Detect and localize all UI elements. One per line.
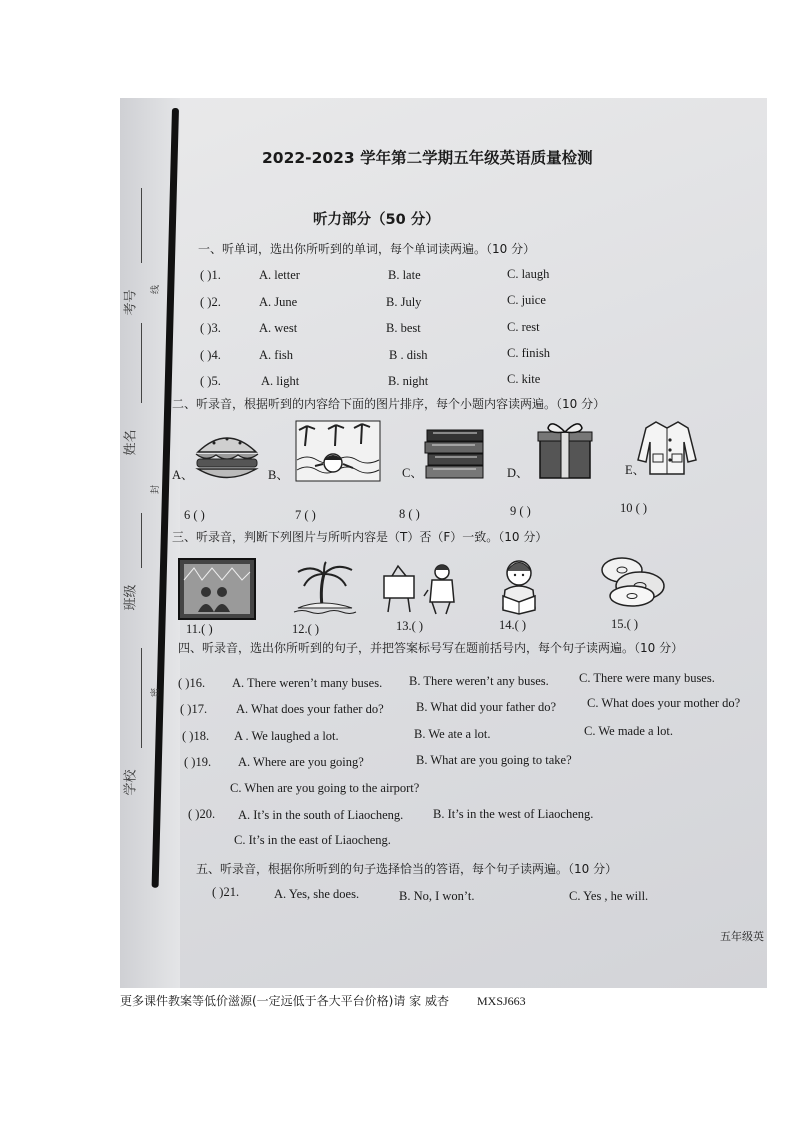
- q16-option-b: B. There weren’t any buses.: [409, 674, 549, 688]
- boy-reading-picture: [489, 556, 549, 616]
- q3-number: ( )3.: [200, 321, 221, 335]
- q5-option-a: A. light: [261, 374, 300, 388]
- order-blank-10[interactable]: 10 ( ): [620, 501, 648, 515]
- side-label-name: 姓名: [123, 429, 139, 456]
- tf-blank-13[interactable]: 13.( ): [396, 619, 424, 633]
- swimming-boy-picture: [295, 420, 381, 482]
- section-title: 听力部分（50 分）: [313, 212, 440, 228]
- picture-label-b: B、: [268, 468, 289, 482]
- q16-option-a: A. There weren’t many buses.: [232, 676, 383, 690]
- q20-number: ( )20.: [188, 807, 216, 821]
- coat-picture: [636, 418, 698, 478]
- scanned-exam-photo: [120, 98, 767, 988]
- q1-option-c: C. laugh: [507, 267, 550, 281]
- side-mark-seal: 封: [151, 484, 162, 495]
- family-photo-picture: [178, 558, 256, 620]
- q21-option-a: A. Yes, she does.: [274, 887, 360, 901]
- side-label-class: 班级: [123, 584, 139, 611]
- q17-option-b: B. What did your father do?: [416, 700, 557, 714]
- footer-text: 更多课件教案等低价滋源(一定远低于各大平台价格)请 家 威杏: [120, 994, 449, 1008]
- q2-option-a: A. June: [259, 295, 298, 309]
- q20-option-b: B. It’s in the west of Liaocheng.: [433, 807, 594, 821]
- q21-number: ( )21.: [212, 885, 240, 899]
- q17-option-c: C. What does your mother do?: [587, 696, 741, 710]
- side-underline: [141, 648, 142, 748]
- side-underline: [141, 513, 142, 568]
- q18-option-b: B. We ate a lot.: [414, 727, 491, 741]
- part1-header: 一、听单词，选出你所听到的单词，每个单词读两遍。（10 分）: [198, 242, 536, 256]
- q5-number: ( )5.: [200, 374, 221, 388]
- q4-option-a: A. fish: [259, 348, 294, 362]
- q4-number: ( )4.: [200, 348, 221, 362]
- part5-header: 五、听录音，根据你所听到的句子选择恰当的答语，每个句子读两遍。（10 分）: [196, 862, 618, 876]
- books-picture: [423, 428, 487, 482]
- palm-tree-island-picture: [292, 560, 358, 614]
- q2-option-c: C. juice: [507, 293, 546, 307]
- footer-code: MXSJ663: [477, 994, 526, 1008]
- hamburger-picture: [192, 428, 262, 486]
- tf-blank-11[interactable]: 11.( ): [186, 622, 213, 636]
- order-blank-7[interactable]: 7 ( ): [295, 508, 316, 522]
- q17-number: ( )17.: [180, 702, 208, 716]
- gift-box-picture: [536, 420, 594, 482]
- q19-option-c: C. When are you going to the airport?: [230, 781, 420, 795]
- picture-label-c: C、: [402, 466, 423, 480]
- side-mark-secret: 密: [151, 687, 162, 698]
- side-underline: [141, 323, 142, 403]
- q3-option-c: C. rest: [507, 320, 540, 334]
- q5-option-c: C. kite: [507, 372, 541, 386]
- side-underline: [141, 188, 142, 263]
- page-corner-label: 五年级英: [720, 930, 764, 943]
- q21-option-b: B. No, I won’t.: [399, 889, 475, 903]
- q4-option-b: B . dish: [389, 348, 428, 362]
- tf-blank-15[interactable]: 15.( ): [611, 617, 639, 631]
- order-blank-8[interactable]: 8 ( ): [399, 507, 420, 521]
- side-mark-line: 线: [151, 284, 162, 295]
- q19-option-a: A. Where are you going?: [238, 755, 364, 769]
- order-blank-9[interactable]: 9 ( ): [510, 504, 531, 518]
- q17-option-a: A. What does your father do?: [236, 702, 384, 716]
- part3-header: 三、听录音，判断下列图片与所听内容是（T）否（F）一致。（10 分）: [172, 530, 548, 544]
- q1-option-b: B. late: [388, 268, 421, 282]
- q3-option-b: B. best: [386, 321, 421, 335]
- q20-option-c: C. It’s in the east of Liaocheng.: [234, 833, 391, 847]
- tf-blank-12[interactable]: 12.( ): [292, 622, 320, 636]
- q4-option-c: C. finish: [507, 346, 551, 360]
- q16-option-c: C. There were many buses.: [579, 671, 715, 685]
- part4-header: 四、听录音，选出你所听到的句子，并把答案标号写在题前括号内，每个句子读两遍。（10 分）: [178, 641, 684, 655]
- order-blank-6[interactable]: 6 ( ): [184, 508, 205, 522]
- side-label-school: 学校: [123, 769, 139, 796]
- q5-option-b: B. night: [388, 374, 429, 388]
- q3-option-a: A. west: [259, 321, 298, 335]
- q21-option-c: C. Yes , he will.: [569, 889, 649, 903]
- side-label-exam-no: 考号: [123, 289, 139, 316]
- q18-option-c: C. We made a lot.: [584, 724, 674, 738]
- q18-option-a: A . We laughed a lot.: [234, 729, 339, 743]
- picture-label-a: A、: [172, 468, 194, 482]
- q20-option-a: A. It’s in the south of Liaocheng.: [238, 808, 404, 822]
- tf-blank-14[interactable]: 14.( ): [499, 618, 527, 632]
- q19-number: ( )19.: [184, 755, 212, 769]
- q2-option-b: B. July: [386, 295, 422, 309]
- q2-number: ( )2.: [200, 295, 221, 309]
- exam-title: 2022-2023 学年第二学期五年级英语质量检测: [262, 149, 593, 167]
- q18-number: ( )18.: [182, 729, 210, 743]
- picture-label-e: E、: [625, 463, 646, 477]
- q16-number: ( )16.: [178, 676, 206, 690]
- part2-header: 二、听录音，根据听到的内容给下面的图片排序，每个小题内容读两遍。（10 分）: [172, 397, 606, 411]
- q1-option-a: A. letter: [259, 268, 300, 282]
- picture-label-d: D、: [507, 466, 529, 480]
- q1-number: ( )1.: [200, 268, 221, 282]
- footer-promo: [120, 992, 526, 1009]
- watching-tv-picture: [380, 560, 466, 616]
- q19-option-b: B. What are you going to take?: [416, 753, 572, 767]
- cds-picture: [598, 554, 670, 610]
